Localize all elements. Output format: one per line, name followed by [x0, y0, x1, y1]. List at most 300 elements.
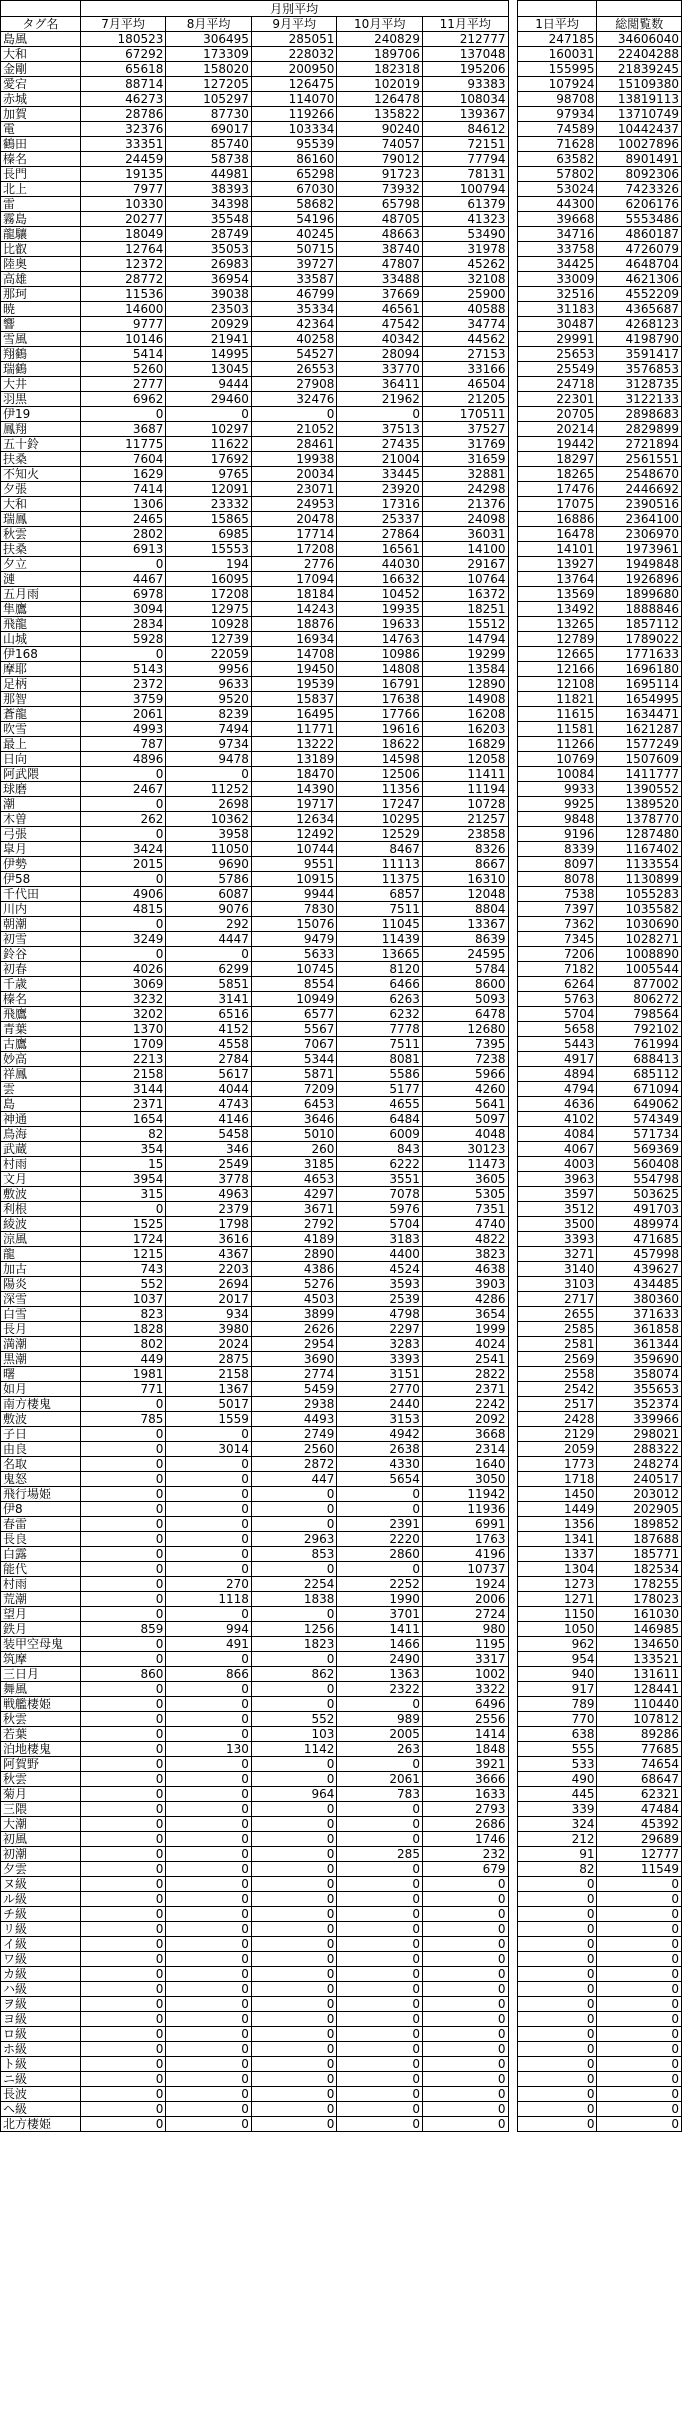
sep-avg-cell: 17714 [251, 527, 337, 542]
sep-avg-cell: 8554 [251, 977, 337, 992]
spacer [508, 1952, 517, 1967]
spacer [508, 287, 517, 302]
tag-name-cell: 加古 [1, 1262, 81, 1277]
aug-avg-cell: 10928 [166, 617, 252, 632]
tag-name-cell: 白露 [1, 1547, 81, 1562]
jul-avg-cell: 2834 [80, 617, 166, 632]
sep-avg-cell: 0 [251, 1952, 337, 1967]
aug-avg-cell: 35053 [166, 242, 252, 257]
oct-avg-cell: 6263 [337, 992, 423, 1007]
blank-corner [1, 1, 81, 17]
total-views-cell: 74654 [597, 1757, 682, 1772]
aug-avg-cell: 4146 [166, 1112, 252, 1127]
oct-avg-cell: 0 [337, 1937, 423, 1952]
nov-avg-cell: 4024 [422, 1337, 508, 1352]
jul-avg-cell: 0 [80, 1202, 166, 1217]
table-row [1, 1232, 682, 1247]
jul-avg-cell: 7977 [80, 182, 166, 197]
sep-avg-cell: 20034 [251, 467, 337, 482]
daily-avg-cell: 339 [517, 1802, 597, 1817]
spacer [508, 827, 517, 842]
tag-name-cell: 響 [1, 317, 81, 332]
oct-avg-cell: 263 [337, 1742, 423, 1757]
oct-avg-cell: 0 [337, 1832, 423, 1847]
aug-avg-cell: 0 [166, 2072, 252, 2087]
total-views-header: 総閲覧数 [597, 17, 682, 32]
sep-avg-cell: 46799 [251, 287, 337, 302]
table-row [1, 692, 682, 707]
total-views-cell: 2364100 [597, 512, 682, 527]
jul-avg-cell: 12764 [80, 242, 166, 257]
daily-avg-cell: 917 [517, 1682, 597, 1697]
total-views-cell: 7423326 [597, 182, 682, 197]
tag-name-cell: 夕張 [1, 482, 81, 497]
total-views-cell: 571734 [597, 1127, 682, 1142]
aug-avg-cell: 12739 [166, 632, 252, 647]
nov-avg-cell: 0 [422, 2057, 508, 2072]
oct-avg-cell: 16632 [337, 572, 423, 587]
tag-name-cell: ル級 [1, 1892, 81, 1907]
nov-avg-cell: 0 [422, 1997, 508, 2012]
nov-avg-cell: 16310 [422, 872, 508, 887]
sep-avg-cell: 21052 [251, 422, 337, 437]
spacer-column [508, 17, 517, 32]
sep-avg-cell: 2749 [251, 1427, 337, 1442]
daily-avg-cell: 33009 [517, 272, 597, 287]
jul-avg-cell: 0 [80, 1637, 166, 1652]
oct-avg-cell: 73932 [337, 182, 423, 197]
daily-avg-cell: 98708 [517, 92, 597, 107]
total-views-cell: 240517 [597, 1472, 682, 1487]
table-row [1, 2012, 682, 2027]
oct-avg-cell: 65798 [337, 197, 423, 212]
table-row [1, 707, 682, 722]
sep-avg-cell: 0 [251, 1607, 337, 1622]
jul-avg-cell: 2371 [80, 1097, 166, 1112]
spacer [508, 407, 517, 422]
oct-avg-cell: 8120 [337, 962, 423, 977]
table-row [1, 1412, 682, 1427]
daily-avg-cell: 1718 [517, 1472, 597, 1487]
jul-avg-cell: 0 [80, 917, 166, 932]
table-row [1, 1532, 682, 1547]
aug-avg-cell: 2784 [166, 1052, 252, 1067]
daily-avg-cell: 13764 [517, 572, 597, 587]
spacer [508, 1862, 517, 1877]
tag-name-cell: リ級 [1, 1922, 81, 1937]
spacer [508, 1997, 517, 2012]
nov-avg-cell: 5784 [422, 962, 508, 977]
spacer [508, 1982, 517, 1997]
total-views-cell: 134650 [597, 1637, 682, 1652]
sep-avg-cell: 16495 [251, 707, 337, 722]
table-row [1, 1502, 682, 1517]
sep-avg-cell: 18470 [251, 767, 337, 782]
tag-name-cell: カ級 [1, 1967, 81, 1982]
nov-avg-cell: 2556 [422, 1712, 508, 1727]
spacer [508, 1262, 517, 1277]
nov-avg-cell: 16208 [422, 707, 508, 722]
daily-avg-cell: 7182 [517, 962, 597, 977]
table-row [1, 1277, 682, 1292]
spacer [508, 377, 517, 392]
sep-avg-cell: 0 [251, 1922, 337, 1937]
spacer [508, 422, 517, 437]
aug-avg-cell: 1559 [166, 1412, 252, 1427]
nov-avg-cell: 11942 [422, 1487, 508, 1502]
table-row [1, 1247, 682, 1262]
daily-avg-cell: 3963 [517, 1172, 597, 1187]
table-row [1, 1037, 682, 1052]
table-row [1, 1217, 682, 1232]
tag-name-cell: 木曽 [1, 812, 81, 827]
daily-avg-cell: 13569 [517, 587, 597, 602]
table-row [1, 227, 682, 242]
aug-avg-cell: 9633 [166, 677, 252, 692]
jul-avg-cell: 12372 [80, 257, 166, 272]
daily-avg-cell: 6264 [517, 977, 597, 992]
table-row [1, 2057, 682, 2072]
sep-avg-cell: 27908 [251, 377, 337, 392]
tag-name-cell: 鬼怒 [1, 1472, 81, 1487]
tag-name-cell: 潮 [1, 797, 81, 812]
aug-avg-cell: 0 [166, 1922, 252, 1937]
tag-name-cell: 大井 [1, 377, 81, 392]
jul-avg-cell: 0 [80, 1817, 166, 1832]
total-views-cell: 792102 [597, 1022, 682, 1037]
sep-avg-cell: 67030 [251, 182, 337, 197]
daily-avg-cell: 107924 [517, 77, 597, 92]
spacer [508, 212, 517, 227]
table-row [1, 1007, 682, 1022]
tag-name-cell: 足柄 [1, 677, 81, 692]
spacer [508, 1877, 517, 1892]
sep-avg-cell: 0 [251, 1892, 337, 1907]
spacer [508, 707, 517, 722]
tag-name-cell: 霧島 [1, 212, 81, 227]
jul-avg-cell: 1215 [80, 1247, 166, 1262]
total-views-cell: 491703 [597, 1202, 682, 1217]
spacer [508, 1517, 517, 1532]
table-row [1, 77, 682, 92]
daily-avg-cell: 1356 [517, 1517, 597, 1532]
daily-avg-cell: 770 [517, 1712, 597, 1727]
table-row [1, 797, 682, 812]
nov-avg-cell: 3317 [422, 1652, 508, 1667]
sep-avg-cell: 17094 [251, 572, 337, 587]
tag-name-cell: 朝潮 [1, 917, 81, 932]
total-views-cell: 131611 [597, 1667, 682, 1682]
table-row [1, 872, 682, 887]
jul-avg-cell: 5928 [80, 632, 166, 647]
oct-avg-cell: 11113 [337, 857, 423, 872]
aug-avg-cell: 1367 [166, 1382, 252, 1397]
tag-name-cell: 夕雲 [1, 1862, 81, 1877]
total-views-cell: 1130899 [597, 872, 682, 887]
jul-avg-cell: 4467 [80, 572, 166, 587]
oct-avg-cell: 21962 [337, 392, 423, 407]
table-row [1, 2072, 682, 2087]
monthly-average-group-header: 月別平均 [80, 1, 508, 17]
total-views-cell: 10027896 [597, 137, 682, 152]
table-row [1, 1067, 682, 1082]
nov-avg-cell: 2006 [422, 1592, 508, 1607]
total-views-cell: 1411777 [597, 767, 682, 782]
aug-avg-cell: 26983 [166, 257, 252, 272]
sep-avg-cell: 4653 [251, 1172, 337, 1187]
total-views-cell: 12777 [597, 1847, 682, 1862]
spacer [508, 1277, 517, 1292]
nov-avg-cell: 2314 [422, 1442, 508, 1457]
total-views-cell: 1389520 [597, 797, 682, 812]
total-views-cell: 0 [597, 1967, 682, 1982]
jul-avg-cell: 2465 [80, 512, 166, 527]
jul-avg-cell: 3249 [80, 932, 166, 947]
nov-avg-cell: 24098 [422, 512, 508, 527]
nov-avg-cell: 32108 [422, 272, 508, 287]
daily-avg-cell: 24718 [517, 377, 597, 392]
daily-avg-cell: 8097 [517, 857, 597, 872]
nov-avg-cell: 0 [422, 1877, 508, 1892]
aug-avg-cell: 4558 [166, 1037, 252, 1052]
aug-avg-cell: 0 [166, 1547, 252, 1562]
table-row [1, 1847, 682, 1862]
daily-avg-cell: 5704 [517, 1007, 597, 1022]
jul-avg-cell: 315 [80, 1187, 166, 1202]
tag-name-cell: ヌ級 [1, 1877, 81, 1892]
sep-avg-cell: 35334 [251, 302, 337, 317]
nov-avg-cell: 41323 [422, 212, 508, 227]
tag-name-cell: 長月 [1, 1322, 81, 1337]
spacer [508, 2117, 517, 2132]
nov-avg-cell: 2092 [422, 1412, 508, 1427]
spacer [508, 497, 517, 512]
daily-avg-cell: 2517 [517, 1397, 597, 1412]
spacer [508, 257, 517, 272]
table-row [1, 1382, 682, 1397]
sep-avg-cell: 20478 [251, 512, 337, 527]
tag-name-cell: 秋雲 [1, 1712, 81, 1727]
oct-avg-cell: 10452 [337, 587, 423, 602]
tag-name-cell: ヘ級 [1, 2102, 81, 2117]
sep-avg-cell: 15837 [251, 692, 337, 707]
sep-avg-cell: 16934 [251, 632, 337, 647]
tag-name-cell: 電 [1, 122, 81, 137]
sep-avg-cell: 2954 [251, 1337, 337, 1352]
table-row [1, 1907, 682, 1922]
daily-avg-cell: 3140 [517, 1262, 597, 1277]
oct-avg-cell: 4524 [337, 1262, 423, 1277]
aug-avg-cell: 9765 [166, 467, 252, 482]
sep-avg-cell: 86160 [251, 152, 337, 167]
spacer [508, 1757, 517, 1772]
aug-avg-cell: 306495 [166, 32, 252, 47]
tag-name-cell: 飛鷹 [1, 1007, 81, 1022]
total-views-cell: 4860187 [597, 227, 682, 242]
table-row [1, 1742, 682, 1757]
spacer [508, 1652, 517, 1667]
tag-name-cell: 大和 [1, 497, 81, 512]
total-views-cell: 688413 [597, 1052, 682, 1067]
oct-avg-cell: 126478 [337, 92, 423, 107]
nov-avg-cell: 0 [422, 2117, 508, 2132]
table-row [1, 467, 682, 482]
aug-avg-cell: 5017 [166, 1397, 252, 1412]
tag-name-cell: 荒潮 [1, 1592, 81, 1607]
sep-avg-cell: 4189 [251, 1232, 337, 1247]
nov-avg-cell: 11473 [422, 1157, 508, 1172]
daily-avg-cell: 7538 [517, 887, 597, 902]
daily-avg-cell: 3597 [517, 1187, 597, 1202]
oct-avg-cell: 843 [337, 1142, 423, 1157]
tag-name-cell: 望月 [1, 1607, 81, 1622]
oct-avg-cell: 0 [337, 1922, 423, 1937]
tag-name-cell: 筑摩 [1, 1652, 81, 1667]
sep-avg-cell: 260 [251, 1142, 337, 1157]
table-row [1, 272, 682, 287]
table-row [1, 617, 682, 632]
jul-avg-cell: 0 [80, 1952, 166, 1967]
aug-avg-cell: 0 [166, 1817, 252, 1832]
daily-avg-cell: 2569 [517, 1352, 597, 1367]
spacer [508, 1847, 517, 1862]
nov-avg-cell: 195206 [422, 62, 508, 77]
tag-name-cell: 飛行場姫 [1, 1487, 81, 1502]
sep-avg-cell: 0 [251, 1517, 337, 1532]
daily-avg-cell: 0 [517, 2087, 597, 2102]
oct-avg-cell: 0 [337, 407, 423, 422]
total-views-cell: 1577249 [597, 737, 682, 752]
oct-avg-cell: 5654 [337, 1472, 423, 1487]
jul-avg-cell: 14600 [80, 302, 166, 317]
nov-avg-cell: 10737 [422, 1562, 508, 1577]
aug-avg-cell: 2875 [166, 1352, 252, 1367]
tag-name-cell: 長波 [1, 2087, 81, 2102]
daily-avg-cell: 1304 [517, 1562, 597, 1577]
sep-avg-cell: 103334 [251, 122, 337, 137]
daily-avg-cell: 5443 [517, 1037, 597, 1052]
aug-avg-cell: 0 [166, 1952, 252, 1967]
nov-avg-cell: 84612 [422, 122, 508, 137]
oct-avg-cell: 47542 [337, 317, 423, 332]
daily-avg-cell: 0 [517, 2057, 597, 2072]
spacer [508, 137, 517, 152]
oct-avg-cell: 17638 [337, 692, 423, 707]
oct-avg-cell: 19935 [337, 602, 423, 617]
tag-name-cell: 武蔵 [1, 1142, 81, 1157]
daily-avg-cell: 445 [517, 1787, 597, 1802]
total-views-cell: 0 [597, 2087, 682, 2102]
jul-avg-cell: 2158 [80, 1067, 166, 1082]
table-row [1, 962, 682, 977]
spacer [508, 752, 517, 767]
oct-avg-cell: 23920 [337, 482, 423, 497]
total-views-cell: 1634471 [597, 707, 682, 722]
total-views-cell: 288322 [597, 1442, 682, 1457]
nov-avg-cell: 7351 [422, 1202, 508, 1217]
oct-avg-cell: 0 [337, 1757, 423, 1772]
total-views-cell: 2561551 [597, 452, 682, 467]
jul-avg-cell: 1525 [80, 1217, 166, 1232]
sep-avg-cell: 0 [251, 2012, 337, 2027]
aug-avg-cell: 2203 [166, 1262, 252, 1277]
spacer [508, 557, 517, 572]
oct-avg-cell: 19616 [337, 722, 423, 737]
total-views-cell: 22404288 [597, 47, 682, 62]
daily-avg-cell: 11615 [517, 707, 597, 722]
oct-avg-cell: 0 [337, 2012, 423, 2027]
daily-avg-cell: 3500 [517, 1217, 597, 1232]
table-row [1, 2117, 682, 2132]
oct-avg-cell: 0 [337, 1967, 423, 1982]
sep-avg-cell: 19539 [251, 677, 337, 692]
daily-avg-cell: 3103 [517, 1277, 597, 1292]
nov-avg-cell: 72151 [422, 137, 508, 152]
jul-avg-cell: 3144 [80, 1082, 166, 1097]
spacer [508, 1787, 517, 1802]
month-header-8: 8月平均 [166, 17, 252, 32]
nov-avg-cell: 170511 [422, 407, 508, 422]
total-views-cell: 34606040 [597, 32, 682, 47]
daily-avg-cell: 7362 [517, 917, 597, 932]
daily-avg-cell: 555 [517, 1742, 597, 1757]
daily-avg-cell: 0 [517, 1952, 597, 1967]
total-views-cell: 5553486 [597, 212, 682, 227]
jul-avg-cell: 0 [80, 1442, 166, 1457]
jul-avg-cell: 0 [80, 1502, 166, 1517]
sep-avg-cell: 7830 [251, 902, 337, 917]
daily-avg-cell: 7206 [517, 947, 597, 962]
jul-avg-cell: 1709 [80, 1037, 166, 1052]
jul-avg-cell: 4815 [80, 902, 166, 917]
oct-avg-cell: 6009 [337, 1127, 423, 1142]
aug-avg-cell: 0 [166, 1877, 252, 1892]
nov-avg-cell: 8667 [422, 857, 508, 872]
sep-avg-cell: 0 [251, 1697, 337, 1712]
sep-avg-cell: 0 [251, 1652, 337, 1667]
oct-avg-cell: 0 [337, 2117, 423, 2132]
jul-avg-cell: 0 [80, 1787, 166, 1802]
jul-avg-cell: 1306 [80, 497, 166, 512]
oct-avg-cell: 0 [337, 2072, 423, 2087]
daily-avg-cell: 4102 [517, 1112, 597, 1127]
daily-avg-cell: 247185 [517, 32, 597, 47]
oct-avg-cell: 2252 [337, 1577, 423, 1592]
oct-avg-cell: 2638 [337, 1442, 423, 1457]
total-views-cell: 178255 [597, 1577, 682, 1592]
spacer [508, 1022, 517, 1037]
daily-avg-cell: 0 [517, 1982, 597, 1997]
nov-avg-cell: 12058 [422, 752, 508, 767]
total-views-cell: 0 [597, 1877, 682, 1892]
total-views-cell: 4198790 [597, 332, 682, 347]
daily-avg-cell: 39668 [517, 212, 597, 227]
tag-name-cell: 古鷹 [1, 1037, 81, 1052]
spacer [508, 1457, 517, 1472]
oct-avg-cell: 0 [337, 1892, 423, 1907]
nov-avg-cell: 4740 [422, 1217, 508, 1232]
oct-avg-cell: 2539 [337, 1292, 423, 1307]
sep-avg-cell: 3899 [251, 1307, 337, 1322]
tag-name-cell: 初風 [1, 1832, 81, 1847]
oct-avg-cell: 11375 [337, 872, 423, 887]
spacer [508, 1592, 517, 1607]
jul-avg-cell: 11536 [80, 287, 166, 302]
total-views-cell: 1008890 [597, 947, 682, 962]
table-row [1, 47, 682, 62]
total-views-cell: 1507609 [597, 752, 682, 767]
daily-avg-cell: 0 [517, 1937, 597, 1952]
